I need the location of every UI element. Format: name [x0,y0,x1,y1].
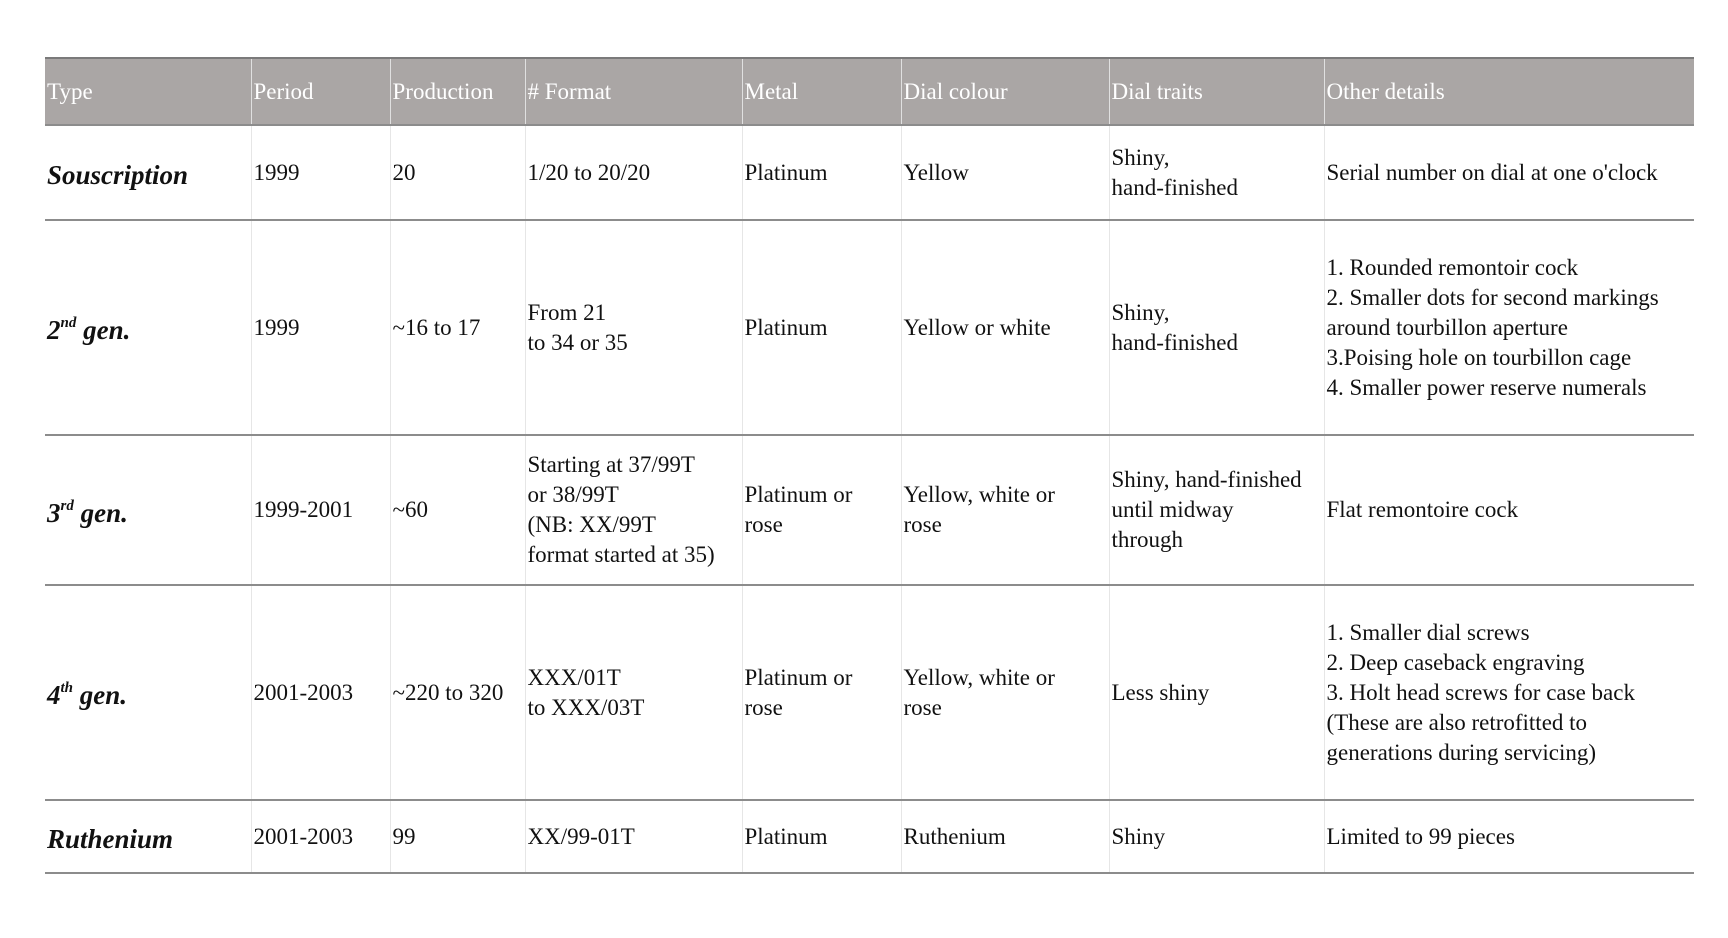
dial-colour-cell: Yellow, white or rose [901,585,1109,800]
type-cell [45,585,251,800]
dial-colour-cell: Ruthenium [901,800,1109,873]
production-cell: ~60 [390,435,525,585]
generations-table-container [45,57,1694,874]
type-name: 2 [47,315,61,345]
generations-table [45,57,1694,874]
table-row-2nd-gen [45,220,1694,435]
other-details-cell: 1. Smaller dial screws 2. Deep caseback engraving 3. Holt head screws for case back (These are also retrofitted to generations during servicing) [1324,585,1694,800]
table-row-4th-gen [45,585,1694,800]
period-cell: 1999 [251,220,390,435]
metal-cell: Platinum or rose [742,585,901,800]
type-cell [45,800,251,873]
type-cell [45,435,251,585]
other-details-cell: Flat remontoire cock [1324,435,1694,585]
type-name: 4 [47,680,61,710]
dial-traits-cell: Less shiny [1109,585,1324,800]
type-gen-suffix: gen. [73,680,128,710]
other-details-cell: Limited to 99 pieces [1324,800,1694,873]
column-header-dial-colour: Dial colour [901,58,1109,125]
period-cell: 2001-2003 [251,585,390,800]
type-cell [45,125,251,220]
type-ordinal-suffix: nd [60,315,77,331]
dial-traits-cell: Shiny, hand-finished [1109,125,1324,220]
type-gen-suffix: gen. [76,315,131,345]
table-row-souscription [45,125,1694,220]
column-header-other-details: Other details [1324,58,1694,125]
metal-cell: Platinum [742,800,901,873]
type-name: Ruthenium [47,824,174,854]
period-cell: 1999 [251,125,390,220]
metal-cell: Platinum [742,125,901,220]
production-cell: 99 [390,800,525,873]
metal-cell: Platinum or rose [742,435,901,585]
type-ordinal-suffix: rd [60,497,74,514]
metal-cell: Platinum [742,220,901,435]
column-header-format: # Format [525,58,742,125]
other-details-cell: Serial number on dial at one o'clock [1324,125,1694,220]
format-cell: XXX/01T to XXX/03T [525,585,742,800]
period-cell: 2001-2003 [251,800,390,873]
dial-traits-cell: Shiny, hand-finished until midway through [1109,435,1324,585]
format-cell: XX/99-01T [525,800,742,873]
type-gen-suffix: gen. [73,497,128,528]
format-cell: From 21 to 34 or 35 [525,220,742,435]
production-cell: 20 [390,125,525,220]
table-header-row [45,58,1694,125]
column-header-dial-traits: Dial traits [1109,58,1324,125]
column-header-metal: Metal [742,58,901,125]
table-row-ruthenium [45,800,1694,873]
dial-colour-cell: Yellow [901,125,1109,220]
dial-colour-cell: Yellow, white or rose [901,435,1109,585]
type-cell [45,220,251,435]
other-details-cell: 1. Rounded remontoir cock 2. Smaller dots for second markings around tourbillon aperture 3.Poising hole on tourbillon cage 4. Smaller power reserve numerals [1324,220,1694,435]
type-name: Souscription [47,160,189,190]
production-cell: ~16 to 17 [390,220,525,435]
dial-traits-cell: Shiny, hand-finished [1109,220,1324,435]
table-row-3rd-gen [45,435,1694,585]
column-header-type: Type [45,58,251,125]
period-cell: 1999-2001 [251,435,390,585]
dial-traits-cell: Shiny [1109,800,1324,873]
type-ordinal-suffix: th [60,680,74,696]
column-header-period: Period [251,58,390,125]
column-header-production: Production [390,58,525,125]
production-cell: ~220 to 320 [390,585,525,800]
format-cell: Starting at 37/99T or 38/99T (NB: XX/99T format started at 35) [525,435,742,585]
format-cell: 1/20 to 20/20 [525,125,742,220]
type-name: 3 [47,497,61,528]
dial-colour-cell: Yellow or white [901,220,1109,435]
